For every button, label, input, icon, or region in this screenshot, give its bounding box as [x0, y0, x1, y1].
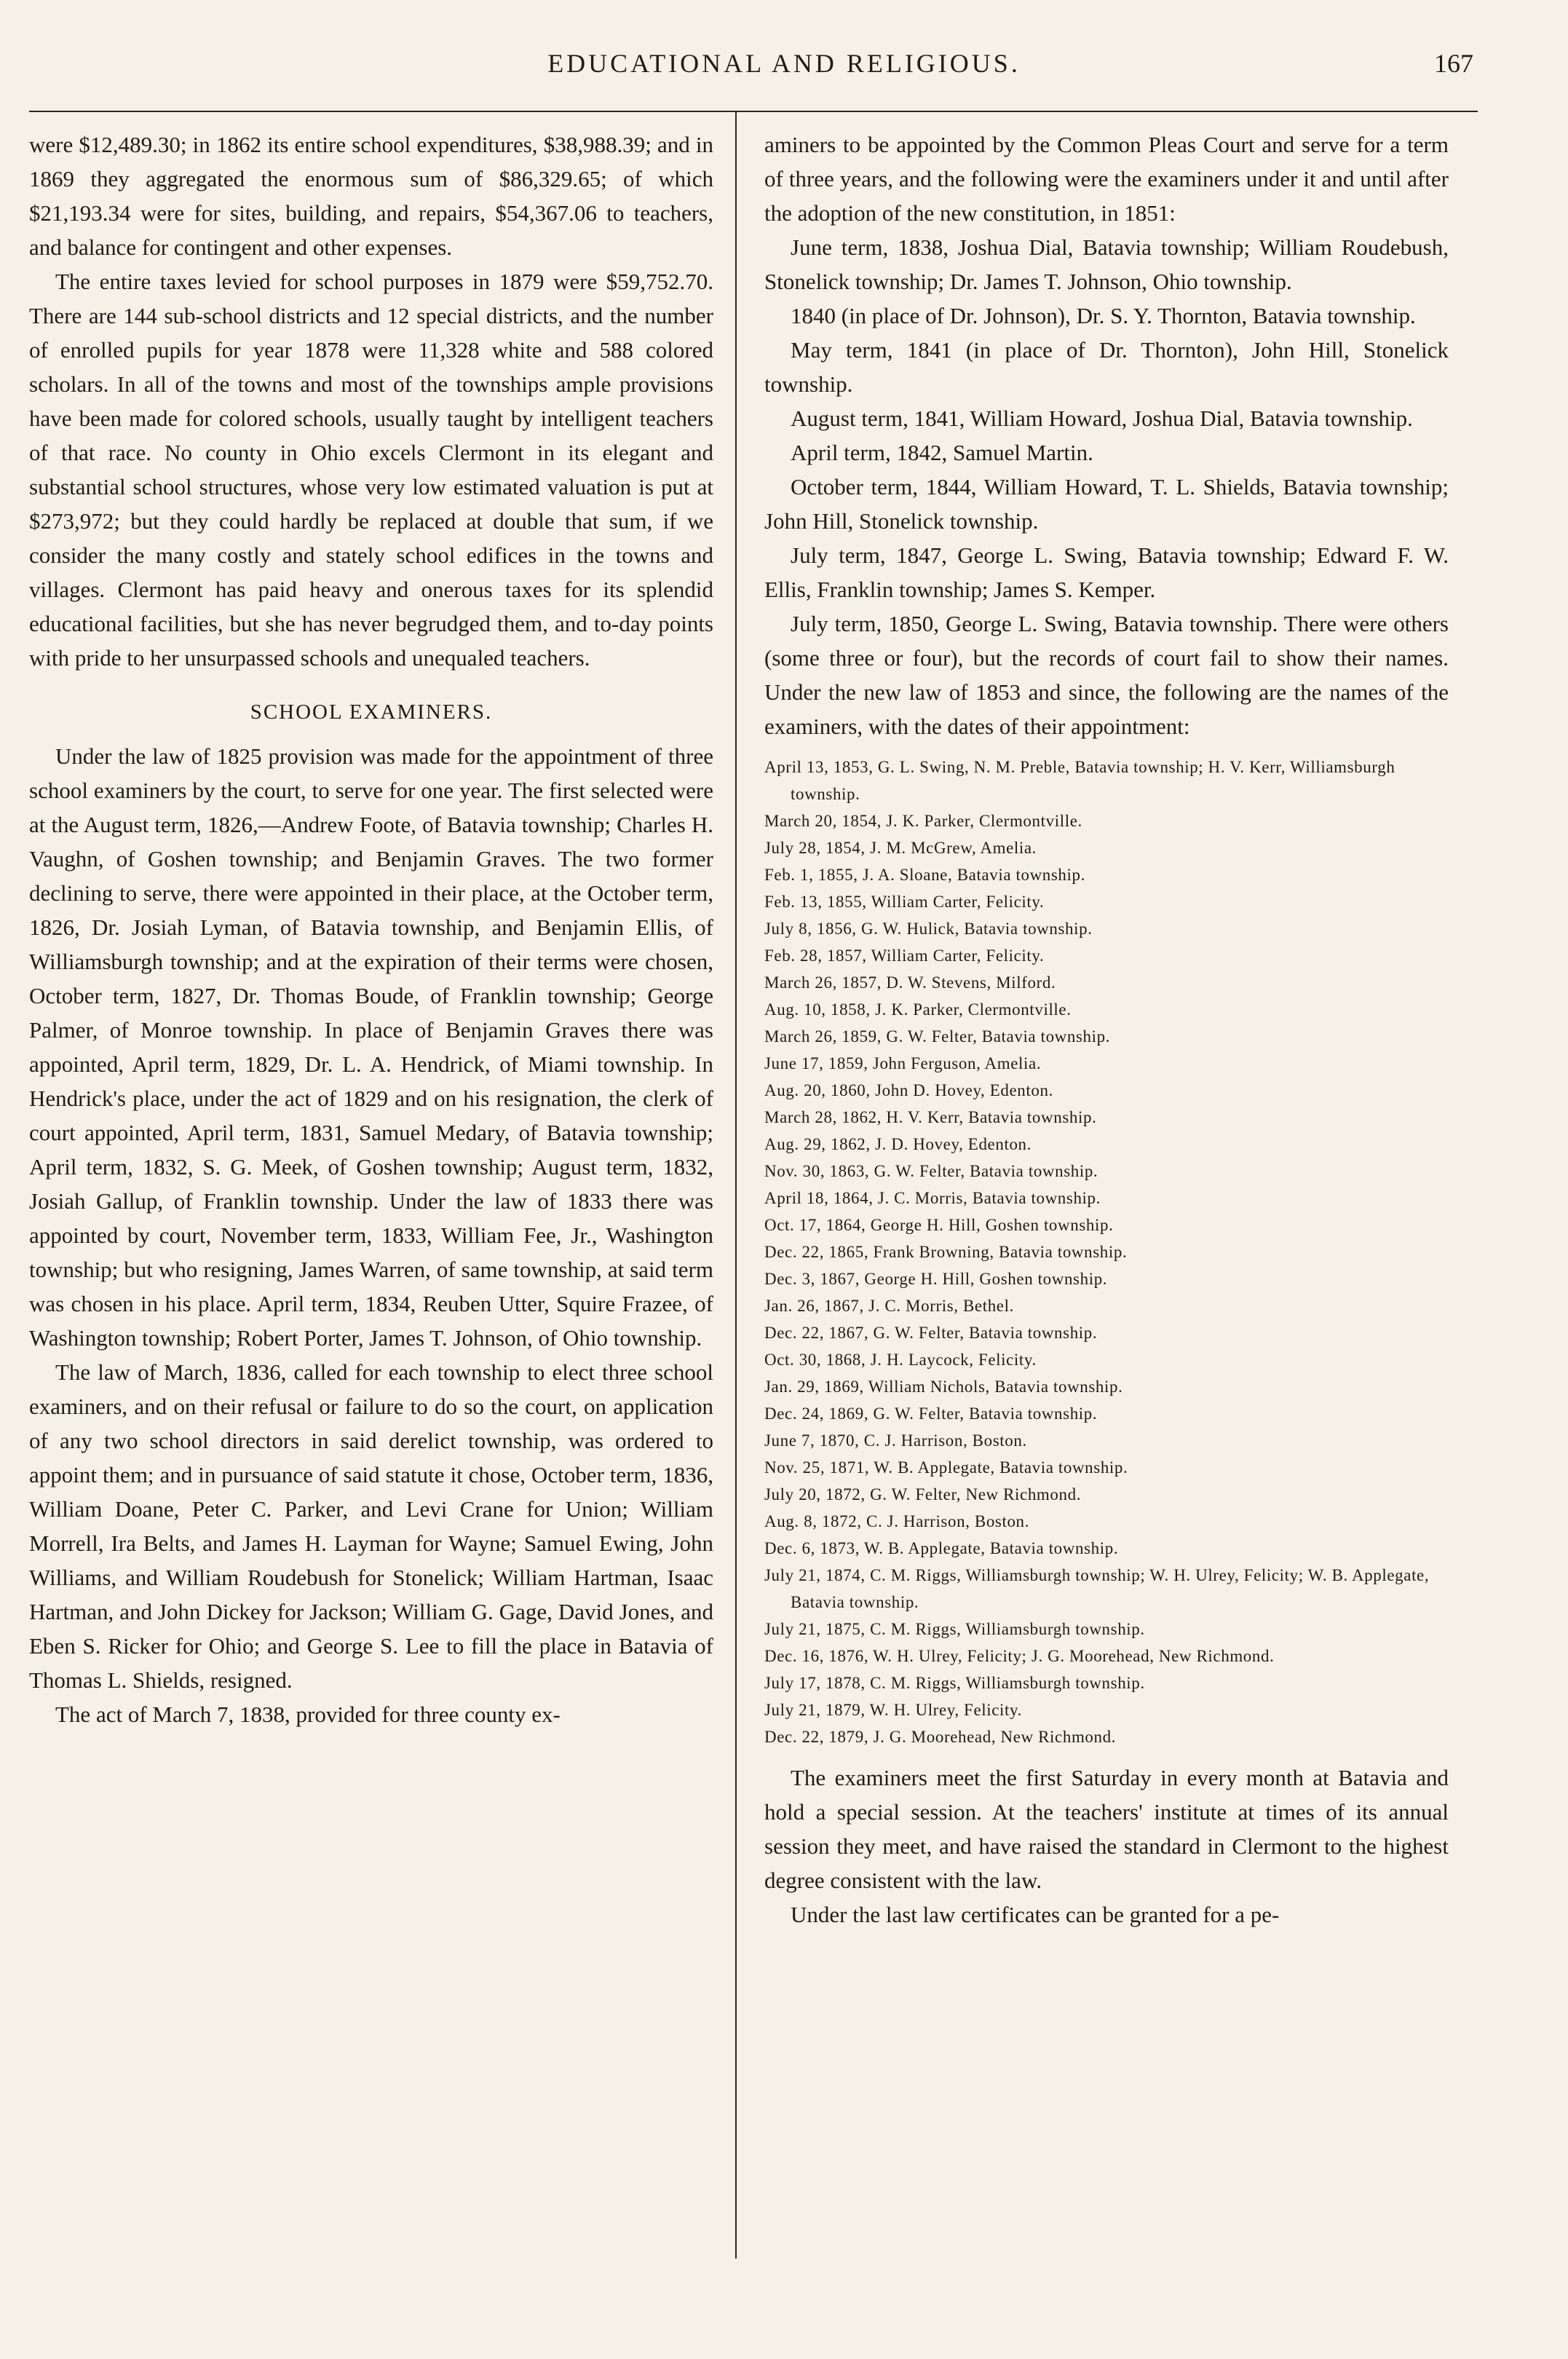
examiner-entry: Dec. 16, 1876, W. H. Ulrey, Felicity; J. G. Moorehead, New Richmond. — [764, 1647, 1275, 1665]
examiner-entry: Aug. 8, 1872, C. J. Harrison, Boston. — [764, 1512, 1030, 1530]
examiner-entry: Dec. 22, 1867, G. W. Felter, Batavia township. — [764, 1324, 1098, 1342]
examiner-entry: Jan. 26, 1867, J. C. Morris, Bethel. — [764, 1297, 1014, 1315]
header-rule — [29, 111, 1478, 112]
paragraph: Under the law of 1825 provision was made for the appointment of three school examiners by the court, to serve for one year. The first selected were at the August term, 1826,—Andrew Foote, of Batavia township; Charles H. Vaughn, of Goshen township; and Benjamin Graves. The two former declining to serve, there were appointed in their place, at the October term, 1826, Dr. Josiah Lyman, of Batavia township, and Benjamin Ellis, of Williamsburgh township; and at the expiration of their terms were chosen, October term, 1827, Dr. Thomas Boude, of Franklin township; George Palmer, of Monroe township. In place of Benjamin Graves there was appointed, April term, 1829, Dr. L. A. Hendrick, of Miami township. In Hendrick's place, under the act of 1829 and on his resignation, the clerk of court appointed, April term, 1831, Samuel Medary, of Batavia township; April term, 1832, S. G. Meek, of Goshen township; August term, 1832, Josiah Gallup, of Franklin township. Under the law of 1833 there was appointed by court, November term, 1833, William Fee, Jr., Washington township; but who resigning, James Warren, of same township, at said term was chosen in his place. April term, 1834, Reuben Utter, Squire Frazee, of Washington township; Robert Porter, James T. Johnson, of Ohio township. — [29, 743, 713, 1351]
examiner-entry: June 7, 1870, C. J. Harrison, Boston. — [764, 1431, 1027, 1450]
column-divider — [735, 111, 737, 2259]
left-column — [29, 127, 713, 1731]
examiner-entry: Aug. 20, 1860, John D. Hovey, Edenton. — [764, 1081, 1053, 1099]
paragraph: The act of March 7, 1838, provided for three county ex- — [55, 1702, 561, 1727]
paragraph: August term, 1841, William Howard, Joshua Dial, Batavia township. — [791, 406, 1413, 431]
paragraph: The entire taxes levied for school purposes in 1879 were $59,752.70. There are 144 sub-school districts and 12 special districts, and the number of enrolled pupils for year 1878 were 11,328 white and 588 colored scholars. In all of the towns and most of the townships ample provisions have been made for colored schools, usually taught by intelligent teachers of that race. No county in Ohio excels Clermont in its elegant and substantial school structures, whose very low estimated valuation is put at $273,972; but they could hardly be replaced at double that sum, if we consider the many costly and stately school edifices in the towns and villages. Clermont has paid heavy and onerous taxes for its splendid educational facilities, but she has never begrudged them, and to-day points with pride to her unsurpassed schools and unequaled teachers. — [29, 269, 713, 671]
paragraph: The examiners meet the first Saturday in every month at Batavia and hold a special session. At the teachers' institute at times of its annual session they meet, and have raised the standard in Clermont to the highest degree consistent with the law. — [764, 1765, 1449, 1893]
examiner-entry: Feb. 1, 1855, J. A. Sloane, Batavia township. — [764, 866, 1085, 884]
examiner-entry: Dec. 22, 1879, J. G. Moorehead, New Richmond. — [764, 1728, 1117, 1746]
examiner-entry: July 20, 1872, G. W. Felter, New Richmond. — [764, 1485, 1082, 1503]
examiner-entry: Oct. 30, 1868, J. H. Laycock, Felicity. — [764, 1351, 1037, 1369]
examiner-entry: March 26, 1857, D. W. Stevens, Milford. — [764, 973, 1056, 992]
paragraph: Under the last law certificates can be granted for a pe- — [791, 1902, 1280, 1927]
examiner-entry: April 13, 1853, G. L. Swing, N. M. Preble, Batavia township; H. V. Kerr, Williamsburgh township. — [764, 758, 1395, 803]
examiner-entry: July 21, 1879, W. H. Ulrey, Felicity. — [764, 1701, 1022, 1719]
examiner-entry: July 8, 1856, G. W. Hulick, Batavia township. — [764, 920, 1093, 938]
paragraph: June term, 1838, Joshua Dial, Batavia township; William Roudebush, Stonelick township; Dr. James T. Johnson, Ohio township. — [764, 234, 1449, 294]
paragraph: July term, 1847, George L. Swing, Batavia township; Edward F. W. Ellis, Franklin township; James S. Kemper. — [764, 542, 1449, 602]
paragraph: The law of March, 1836, called for each township to elect three school examiners, and on their refusal or failure to do so the court, on application of any two school directors in said derelict township, was ordered to appoint them; and in pursuance of said statute it chose, October term, 1836, William Doane, Peter C. Parker, and Levi Crane for Union; William Morrell, Ira Belts, and James H. Layman for Wayne; Samuel Ewing, John Williams, and William Roudebush for Stonelick; William Hartman, Isaac Hartman, and John Dickey for Jackson; William G. Gage, David Jones, and Eben S. Ricker for Ohio; and George S. Lee to fill the place in Batavia of Thomas L. Shields, resigned. — [29, 1359, 713, 1693]
examiner-entry: Feb. 28, 1857, William Carter, Felicity. — [764, 947, 1045, 965]
examiner-entry: Aug. 10, 1858, J. K. Parker, Clermontville. — [764, 1000, 1072, 1019]
examiner-entry: March 20, 1854, J. K. Parker, Clermontville. — [764, 812, 1082, 830]
examiner-entry: April 18, 1864, J. C. Morris, Batavia township. — [764, 1189, 1101, 1207]
examiner-entry: March 28, 1862, H. V. Kerr, Batavia township. — [764, 1108, 1097, 1126]
examiner-entry: July 28, 1854, J. M. McGrew, Amelia. — [764, 839, 1037, 857]
section-heading: SCHOOL EXAMINERS. — [250, 700, 493, 724]
examiner-entry: Dec. 6, 1873, W. B. Applegate, Batavia township. — [764, 1539, 1119, 1557]
examiner-entry: Dec. 24, 1869, G. W. Felter, Batavia township. — [764, 1404, 1098, 1423]
examiner-entry: Dec. 22, 1865, Frank Browning, Batavia township. — [764, 1243, 1128, 1261]
paragraph: 1840 (in place of Dr. Johnson), Dr. S. Y. Thornton, Batavia township. — [791, 303, 1416, 328]
page-header — [0, 44, 1568, 87]
examiner-entry: Aug. 29, 1862, J. D. Hovey, Edenton. — [764, 1135, 1032, 1153]
examiner-entry: July 17, 1878, C. M. Riggs, Williamsburgh township. — [764, 1674, 1145, 1692]
examiner-entry: Nov. 30, 1863, G. W. Felter, Batavia township. — [764, 1162, 1098, 1180]
paragraph: October term, 1844, William Howard, T. L. Shields, Batavia township; John Hill, Stonelick township. — [764, 474, 1449, 534]
examiner-entry: Dec. 3, 1867, George H. Hill, Goshen township. — [764, 1270, 1108, 1288]
examiner-entry: Oct. 17, 1864, George H. Hill, Goshen township. — [764, 1216, 1114, 1234]
examiner-entry: June 17, 1859, John Ferguson, Amelia. — [764, 1054, 1042, 1072]
examiner-entry: Feb. 13, 1855, William Carter, Felicity. — [764, 893, 1045, 911]
examiner-entry: March 26, 1859, G. W. Felter, Batavia township. — [764, 1027, 1111, 1046]
examiner-entry: July 21, 1875, C. M. Riggs, Williamsburgh township. — [764, 1620, 1145, 1638]
paragraph: were $12,489.30; in 1862 its entire school expenditures, $38,988.39; and in 1869 they aggregated the enormous sum of $86,329.65; of which $21,193.34 were for sites, building, and repairs, $54,367.06 to teachers, and balance for contingent and other expenses. — [29, 132, 713, 260]
examiner-entry: Nov. 25, 1871, W. B. Applegate, Batavia township. — [764, 1458, 1128, 1477]
paragraph: May term, 1841 (in place of Dr. Thornton), John Hill, Stonelick township. — [764, 337, 1449, 397]
paragraph: aminers to be appointed by the Common Pleas Court and serve for a term of three years, and the following were the examiners under it and until after the adoption of the new constitution, in 1851: — [764, 132, 1449, 226]
examiner-list — [764, 754, 1449, 1750]
right-column — [764, 127, 1449, 1932]
paragraph: April term, 1842, Samuel Martin. — [791, 440, 1093, 465]
page-number: 167 — [1434, 49, 1473, 78]
paragraph: July term, 1850, George L. Swing, Batavia township. There were others (some three or four), but the records of court fail to show their names. Under the new law of 1853 and since, the following are the names of the examiners, with the dates of their appointment: — [764, 611, 1449, 739]
examiner-entry: Jan. 29, 1869, William Nichols, Batavia township. — [764, 1378, 1123, 1396]
running-title: EDUCATIONAL AND RELIGIOUS. — [547, 49, 1021, 78]
examiner-entry: July 21, 1874, C. M. Riggs, Williamsburgh township; W. H. Ulrey, Felicity; W. B. Applegate, Batavia township. — [764, 1566, 1430, 1611]
